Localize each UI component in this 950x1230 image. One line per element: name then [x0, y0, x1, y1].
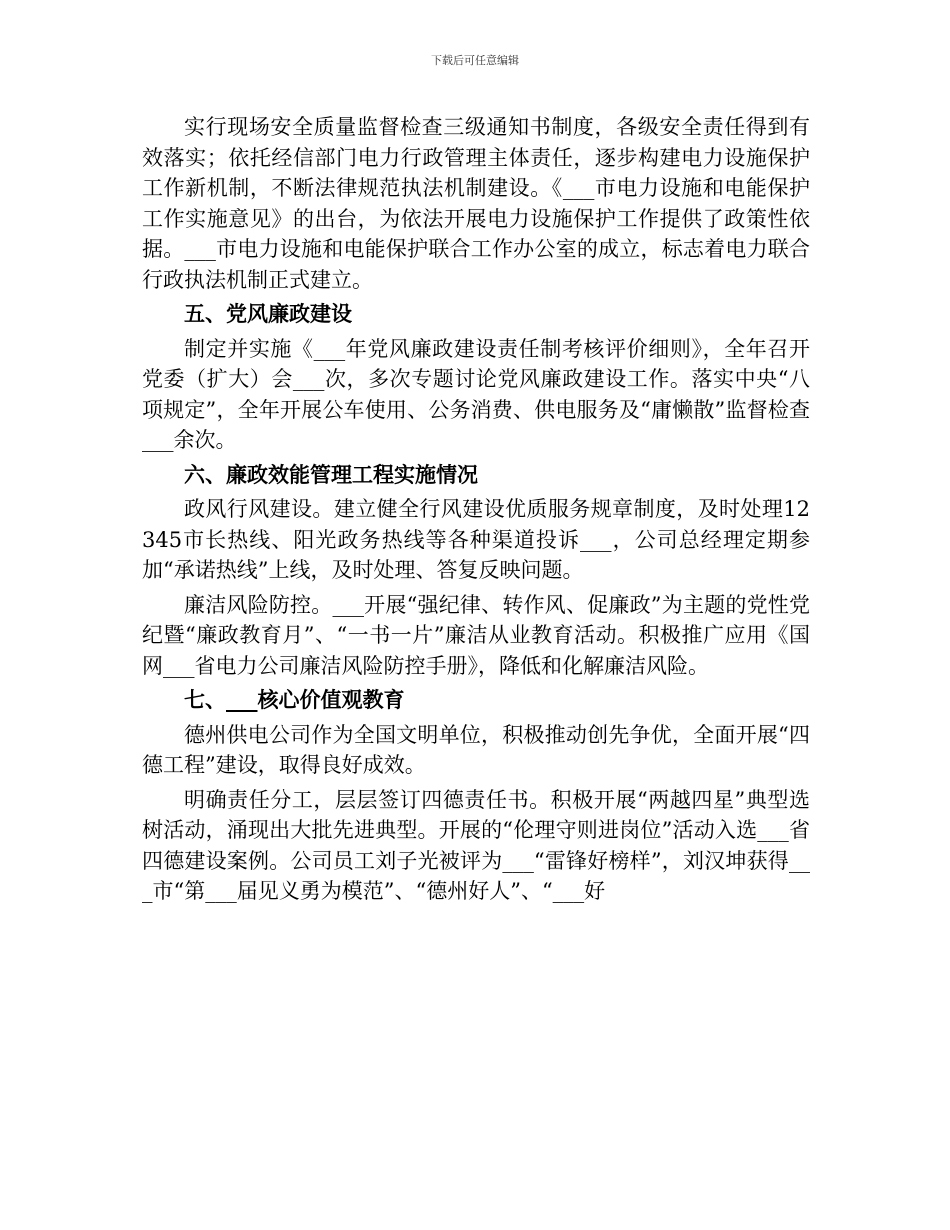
section-heading-5: 五、党风廉政建设 — [184, 302, 352, 326]
paragraph-responsibility-division: 明确责任分工，层层签订四德责任书。积极开展“两越四星”典型选树活动，涌现出大批先进典型。开展的“伦理守则进岗位”活动入选___省四德建设案例。公司员工刘子光被评为___“雷锋好榜样”，刘汉坤获得___市“第___届见义勇为模范”、“德州好人”、“___好 — [142, 787, 810, 903]
document-body — [142, 112, 810, 907]
paragraph-conduct-construction: 政风行风建设。建立健全行风建设优质服务规章制度，及时处理12345市长热线、阳光政务热线等各种渠道投诉___，公司总经理定期参加“承诺热线”上线，及时处理、答复反映问题。 — [142, 497, 810, 582]
section-heading-7: 七、___核心价值观教育 — [184, 688, 405, 712]
page-header-note: 下载后可任意编辑 — [431, 54, 519, 67]
paragraph-integrity-risk-control: 廉洁风险防控。___开展“强纪律、转作风、促廉政”为主题的党性党纪暨“廉政教育月”、“一书一片”廉洁从业教育活动。积极推广应用《国网___省电力公司廉洁风险防控手册》，降低和化解廉洁风险。 — [142, 592, 810, 678]
section-heading-6: 六、廉政效能管理工程实施情况 — [184, 462, 478, 487]
paragraph-civilized-unit: 德州供电公司作为全国文明单位，积极推动创先争优，全面开展“四德工程”建设，取得良好成效。 — [142, 722, 810, 777]
paragraph-power-facility-protection: 实行现场安全质量监督检查三级通知书制度，各级安全责任得到有效落实；依托经信部门电力行政管理主体责任，逐步构建电力设施保护工作新机制，不断法律规范执法机制建设。《___市电力设施和电能保护工作实施意见》的出台，为依法开展电力设施保护工作提供了政策性依据。___市电力设施和电能保护联合工作办公室的成立，标志着电力联合行政执法机制正式建立。 — [142, 115, 810, 292]
paragraph-party-integrity: 制定并实施《___年党风廉政建设责任制考核评价细则》，全年召开党委（扩大）会___次，多次专题讨论党风廉政建设工作。落实中央“八项规定”，全年开展公车使用、公务消费、供电服务及“庸懒散”监督检查___余次。 — [142, 336, 810, 452]
